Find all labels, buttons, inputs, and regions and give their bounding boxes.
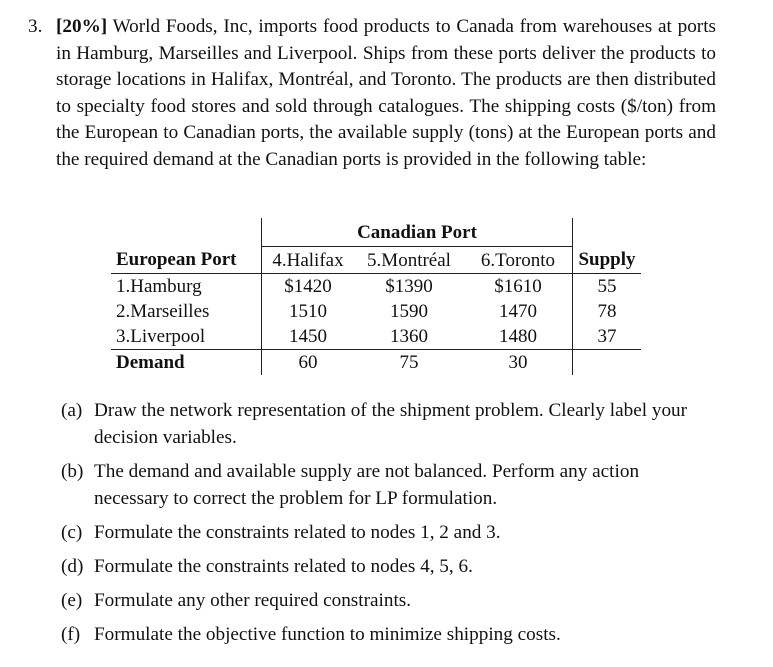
question-part-a: [61, 397, 703, 451]
european-port-header: European Port: [111, 247, 262, 274]
cost-cell: 1450: [262, 324, 355, 350]
cost-cell: 1470: [464, 299, 573, 324]
part-text: Formulate the constraints related to nodes 4, 5, 6.: [94, 556, 473, 577]
demand-cell: 60: [262, 350, 355, 376]
table-row: [111, 299, 641, 324]
demand-empty-cell: [573, 350, 642, 376]
part-text: Formulate the objective function to minimize shipping costs.: [94, 624, 561, 645]
part-text: Formulate any other required constraints.: [94, 590, 412, 611]
part-label: (f): [61, 624, 81, 645]
column-header-halifax: 4.Halifax: [262, 247, 355, 274]
supply-cell: 78: [597, 301, 617, 322]
demand-label: Demand: [116, 352, 185, 373]
shipping-cost-table: [111, 218, 641, 375]
problem-weight: [20%]: [56, 16, 108, 37]
problem-number: 3.: [28, 16, 43, 37]
cost-cell: 1590: [390, 301, 428, 322]
supply-cell: 55: [597, 276, 617, 297]
problem-intro: World Foods, Inc, imports food products to Canada from warehouses at ports in Hamburg, Marseilles and Liverpool. Ships from these ports deliver the products to storage locations in Halifax, Montréal, and Toronto. The products are then distributed to specialty food stores and sold through catalogues. The shipping costs ($/ton) from the European to Canadian ports, the available supply (tons) at the European ports and the required demand at the Canadian ports is provided in the following table:: [56, 16, 716, 170]
problem-statement: [28, 14, 716, 173]
question-parts: [61, 397, 703, 655]
table-row: [111, 324, 641, 350]
demand-row: [111, 350, 641, 376]
column-header-toronto: 6.Toronto: [464, 247, 573, 274]
part-text: Formulate the constraints related to nodes 1, 2 and 3.: [94, 522, 501, 543]
cost-cell: $1610: [464, 274, 573, 300]
part-label: (d): [61, 556, 84, 577]
demand-cell: 75: [399, 352, 419, 373]
row-port: 2.Marseilles: [116, 301, 210, 322]
part-text: Draw the network representation of the shipment problem. Clearly label your decision variables.: [94, 400, 688, 448]
question-part-f: [61, 621, 703, 648]
part-label: (a): [61, 400, 83, 421]
cost-cell: 1360: [354, 324, 464, 350]
supply-header: Supply: [573, 247, 642, 274]
canadian-port-header: Canadian Port: [262, 218, 573, 247]
cost-cell: $1420: [262, 274, 355, 300]
table-row: [111, 274, 641, 300]
demand-cell: 30: [464, 350, 573, 376]
column-header-montreal: 5.Montréal: [354, 247, 464, 274]
part-label: (b): [61, 461, 84, 482]
cost-cell: $1390: [385, 276, 433, 297]
row-port: 3.Liverpool: [111, 324, 262, 350]
cost-cell: 1480: [464, 324, 573, 350]
part-label: (c): [61, 522, 83, 543]
part-label: (e): [61, 590, 83, 611]
supply-cell: 37: [573, 324, 642, 350]
cost-cell: 1510: [262, 299, 355, 324]
table-corner: [111, 218, 262, 247]
table-corner-right: [573, 218, 642, 247]
problem-text: [56, 14, 716, 173]
question-part-b: [61, 458, 703, 512]
question-part-d: [61, 553, 703, 580]
row-port: 1.Hamburg: [116, 276, 202, 297]
question-part-e: [61, 587, 703, 614]
question-part-c: [61, 519, 703, 546]
part-text: The demand and available supply are not balanced. Perform any action necessary to correct the problem for LP formulation.: [94, 461, 640, 509]
